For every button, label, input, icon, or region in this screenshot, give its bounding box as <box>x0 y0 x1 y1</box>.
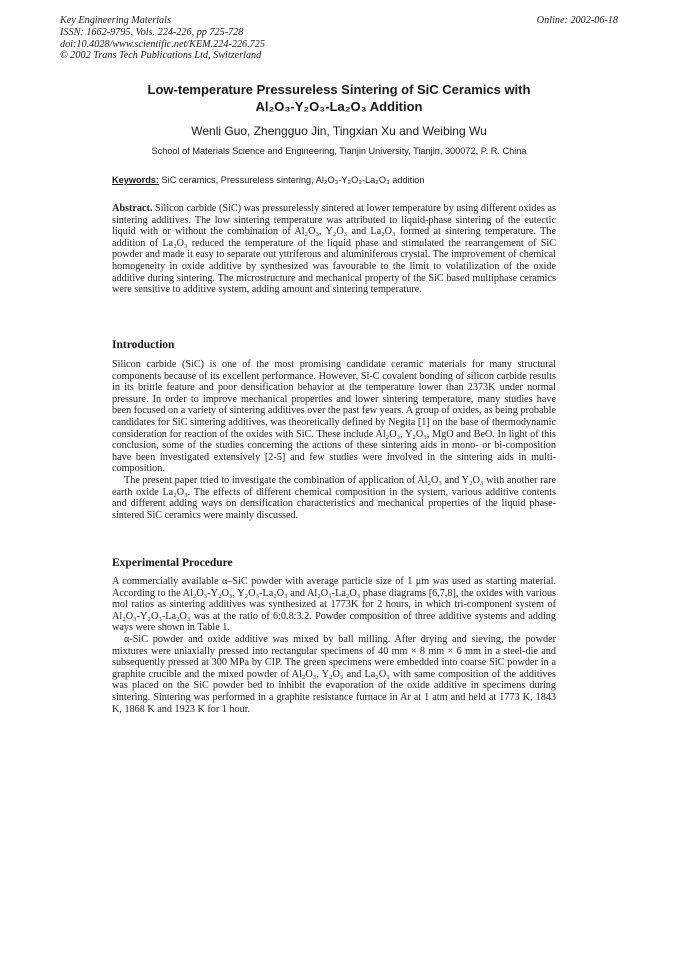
experimental-body <box>112 576 556 715</box>
keywords-text: SiC ceramics, Pressureless sintering, Al₂O₃-Y₂O₃-La₂O₃ addition <box>158 175 425 185</box>
experimental-heading: Experimental Procedure <box>112 557 233 569</box>
introduction-heading: Introduction <box>112 339 175 351</box>
keywords <box>112 175 424 185</box>
abstract-label: Abstract. <box>112 203 153 214</box>
intro-paragraph-1: Silicon carbide (SiC) is one of the most promising candidate ceramic materials for many structural components because of its excellent performance. However, Si-C covalent bonding of silicon carbide results in its brittle feature and poor densification behavior at the temperature lower than 2373K under normal pressure. In order to improve mechanical properties and lower sintering temperature, many studies have been focused on a variety of sintering additives over the past few years. A group of oxides, as being probable candidates for SiC sintering additives, was theoretically defined by Negita [1] on the base of thermodynamic consideration for reaction of the oxides with SiC. These include Al₂O₃, Y₂O₃, MgO and BeO. In light of this conclusion, some of the studies concerning the actions of these sintering aids in mono- or bi-composition have been investigated extensively [2-5] and few studies were involved in the sintering aids in multi-composition. <box>112 359 556 475</box>
doi-line: doi:10.4028/www.scientific.net/KEM.224-226.725 <box>60 38 265 50</box>
exp-paragraph-1: A commercially available α–SiC powder with average particle size of 1 μm was used as starting material. According to the Al₂O₃-Y₂O₃, Y₂O₃-La₂O₃ and Al₂O₃-La₂O₃ phase diagrams [6,7,8], the oxides with various mol ratios as sintering additives was synthesized at 1773K for 2 hours, in which tri-component system of Al₂O₃-Y₂O₃-La₂O₃ was at the ratio of 6:0.8:3.2. Powder composition of three additive systems and adding ways were shown in Table 1. <box>112 576 556 634</box>
abstract-text: Silicon carbide (SiC) was pressurelessly sintered at lower temperature by using different oxides as sintering additives. The low sintering temperature was attributed to liquid-phase sintering of the eutectic liquid with or without the combination of Al₂O₃, Y₂O₃ and La₂O₃ formed at sintering temperature. The addition of La₂O₃ reduced the temperature of the liquid phase and stimulated the rearrangement of SiC powder and made it easy to separate out yttriferous and aluminiferous crystal. The improvement of chemical homogeneity in oxide additive by synthesized was favourable to the limit to volatilization of the oxide additive during sintering. The microstructure and mechanical property of the SiC based multiphase ceramics were sensitive to additive system, adding amount and sintering temperature. <box>112 203 556 296</box>
copyright-line: © 2002 Trans Tech Publications Ltd, Switzerland <box>60 50 262 62</box>
introduction-body <box>112 359 556 521</box>
keywords-label: Keywords: <box>112 175 159 185</box>
exp-paragraph-2: α-SiC powder and oxide additive was mixed by ball milling. After drying and sieving, the powder mixtures were uniaxially pressed into rectangular specimens of 40 mm × 8 mm × 6 mm in a steel-die and subsequently pressed at 300 MPa by CIP. The green specimens were embedded into coarse SiC powder in a graphite crucible and the mixed powder of Al₂O₃, Y₂O₃ and La₂O₃ with same composition of the additives was placed on the SiC powder bed to inhibit the evaporation of the oxide additive in specimens during sintering. Sintering was performed in a graphite resistance furnace in Ar at 1 atm and held at 1773 K, 1843 K, 1868 K and 1923 K for 1 hour. <box>112 633 556 715</box>
intro-paragraph-2: The present paper tried to investigate the combination of application of Al₂O₃ and Y₂O₃ with another rare earth oxide La₂O₃. The effects of different chemical composition in the system, various additive contents and different adding ways on densification characteristics and mechanical properties of the liquid phase-sintered SiC ceramics were mainly discussed. <box>112 474 556 521</box>
author-list: Wenli Guo, Zhengguo Jin, Tingxian Xu and Weibing Wu <box>191 124 487 138</box>
abstract <box>112 203 556 296</box>
paper-title <box>60 81 618 115</box>
online-date: Online: 2002-06-18 <box>536 15 618 26</box>
issn-line: ISSN: 1662-9795, Vols. 224-226, pp 725-728 <box>60 26 244 38</box>
title-line-1: Low-temperature Pressureless Sintering of SiC Ceramics with <box>147 82 531 97</box>
affiliation: School of Materials Science and Engineering, Tianjin University, Tianjin, 300072, P. R. China <box>151 146 527 156</box>
title-line-2: Al₂O₃-Y₂O₃-La₂O₃ Addition <box>255 99 423 114</box>
journal-name: Key Engineering Materials <box>60 15 171 26</box>
